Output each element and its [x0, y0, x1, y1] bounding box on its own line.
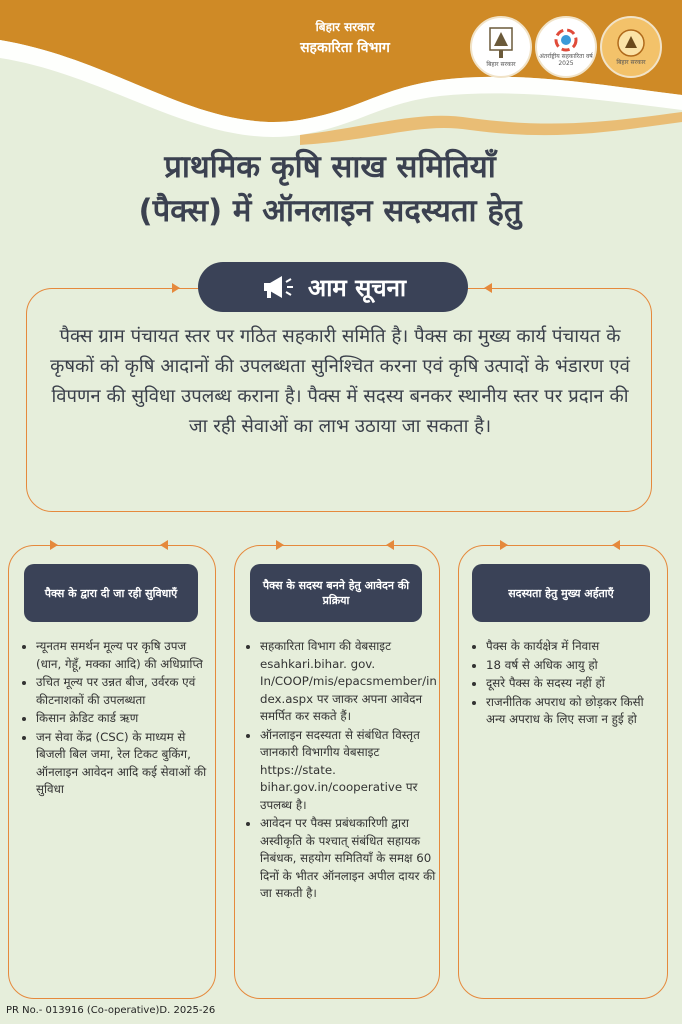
department-heading [250, 18, 440, 57]
notice-label: आम सूचना [307, 273, 407, 302]
megaphone-icon [260, 273, 294, 301]
list-item: • उचित मूल्य पर उन्नत बीज, उर्वरक एवं कीटनाशकों की उपलब्धता [36, 674, 214, 709]
arrow-left-icon [160, 540, 168, 550]
facilities-heading: पैक्स के द्वारा दी जा रही सुविधाएँ [24, 564, 198, 622]
list-item: • पैक्स के कार्यक्षेत्र में निवास [486, 638, 664, 656]
eligibility-heading: सदस्यता हेतु मुख्य अर्हताएँ [472, 564, 650, 622]
intro-paragraph: पैक्स ग्राम पंचायत स्तर पर गठित सहकारी समिति है। पैक्स का मुख्य कार्य पंचायत के कृषकों को कृषि आदानों की उपलब्धता सुनिश्चित करना एवं कृषि उत्पादों के भंडारण एवं विपणन की सुविधा उपलब्ध कराना है। पैक्स में सदस्य बनकर स्थानीय स्तर पर प्रदान की जा रही सेवाओं का लाभ उठाया जा सकता है। [50, 326, 630, 437]
bihar-seal-logo [600, 16, 662, 78]
govt-label: बिहार सरकार [315, 20, 375, 34]
arrow-left-icon [386, 540, 394, 550]
footer-pr-number: PR No.- 013916 (Co-operative)D. 2025-26 [6, 1005, 216, 1016]
emblem-icon [486, 26, 516, 60]
coop-year-logo [535, 16, 597, 78]
seal-icon [615, 28, 647, 58]
list-item: • राजनीतिक अपराध को छोड़कर किसी अन्य अपराध के लिए सजा न हुई हो [486, 694, 664, 729]
page-title [20, 145, 640, 233]
arrow-right-icon [276, 540, 284, 550]
process-list [246, 638, 440, 904]
arrow-right-icon [50, 540, 58, 550]
emblem-caption: बिहार सरकार [486, 61, 516, 68]
list-item: • किसान क्रेडिट कार्ड ऋण [36, 710, 214, 728]
notice-badge [198, 262, 468, 312]
list-item: • ऑनलाइन सदस्यता से संबंधित विस्तृत जानकारी विभागीय वेबसाइट https://state. bihar.gov.in/cooperative पर उपलब्ध है। [260, 727, 440, 815]
list-item: • जन सेवा केंद्र (CSC) के माध्यम से बिजली बिल जमा, रेल टिकट बुकिंग, ऑनलाइन आवेदन आदि कई सेवाओं की सुविधा [36, 729, 214, 799]
arrow-left-icon [612, 540, 620, 550]
title-line-1: प्राथमिक कृषि साख समितियाँ [164, 149, 496, 185]
coop-year-caption: अंतर्राष्ट्रीय सहकारिता वर्ष 2025 [539, 52, 593, 67]
process-heading: पैक्स के सदस्य बनने हेतु आवेदन की प्रक्रिया [250, 564, 422, 622]
eligibility-list [472, 638, 664, 730]
list-item: • सहकारिता विभाग की वेबसाइट esahkari.bihar. gov. In/COOP/mis/epacsmember/index.aspx पर जाकर अपना आवेदन समर्पित कर सकते हैं। [260, 638, 440, 726]
list-item: • दूसरे पैक्स के सदस्य नहीं हों [486, 675, 664, 693]
arrow-left-icon [484, 283, 492, 293]
list-item: • न्यूनतम समर्थन मूल्य पर कृषि उपज (धान, गेहूँ, मक्का आदि) की अधिप्राप्ति [36, 638, 214, 673]
department-label: सहकारिता विभाग [300, 40, 390, 56]
list-item: • आवेदन पर पैक्स प्रबंधकारिणी द्वारा अस्वीकृति के पश्चात् संबंधित सहायक निबंधक, सहयोग समितियाँ के समक्ष 60 दिनों के भीतर ऑनलाइन अपील दायर की जा सकती है। [260, 815, 440, 903]
list-item: • 18 वर्ष से अधिक आयु हो [486, 657, 664, 675]
coop-year-icon [549, 28, 583, 52]
facilities-list [22, 638, 214, 800]
arrow-right-icon [500, 540, 508, 550]
seal-caption: बिहार सरकार [616, 59, 646, 66]
title-line-2: (पैक्स) में ऑनलाइन सदस्यता हेतु [138, 193, 522, 229]
arrow-right-icon [172, 283, 180, 293]
bihar-emblem-logo [470, 16, 532, 78]
